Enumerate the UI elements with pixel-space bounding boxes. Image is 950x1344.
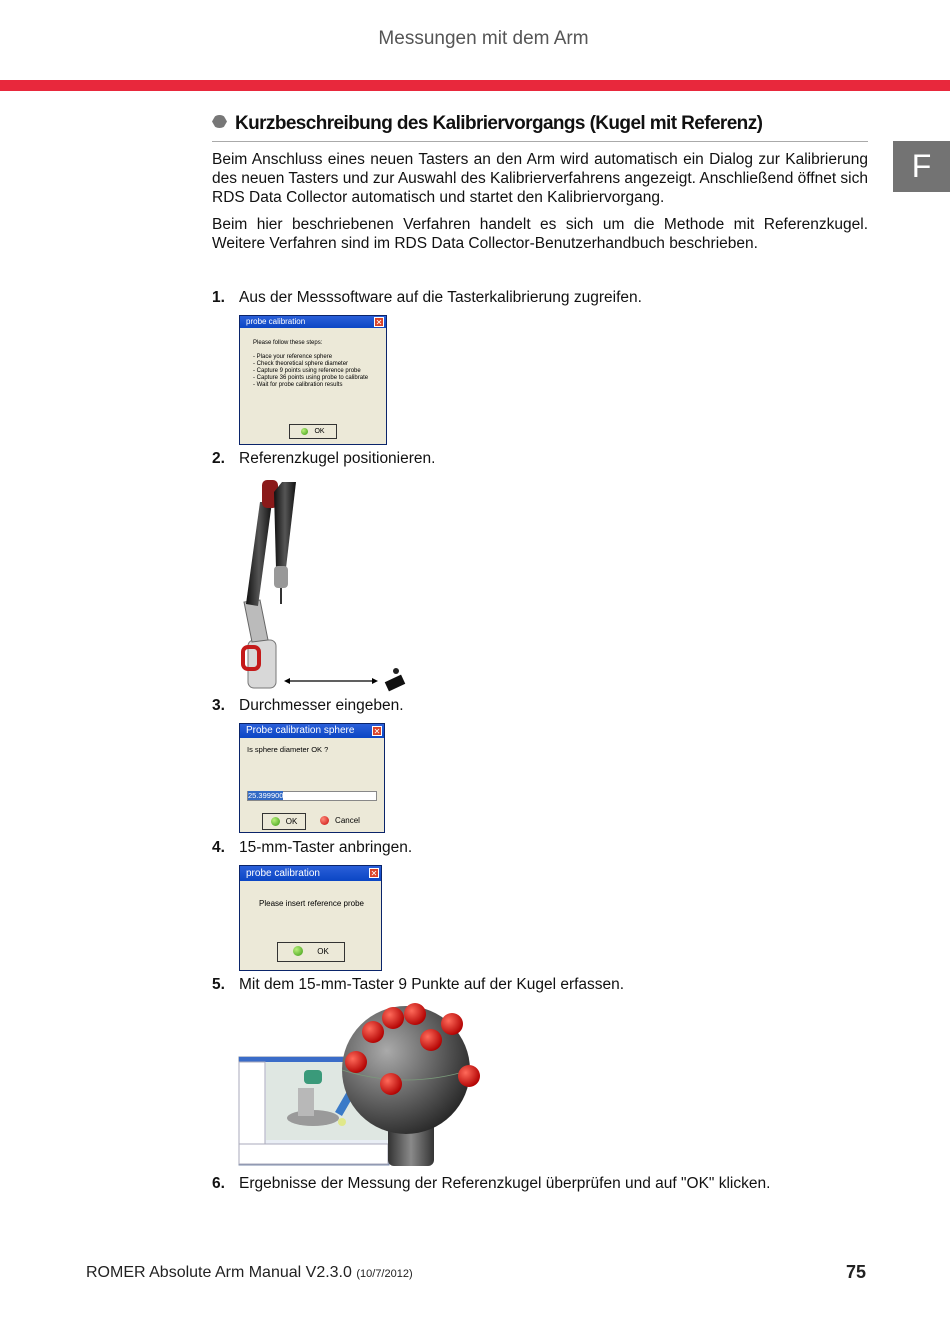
cancel-label: Cancel bbox=[335, 816, 360, 825]
step-text: 15-mm-Taster anbringen. bbox=[239, 839, 413, 856]
dialog-titlebar bbox=[240, 724, 384, 738]
hexagon-bullet-icon bbox=[212, 115, 227, 128]
manual-title: ROMER Absolute Arm Manual V2.3.0 bbox=[86, 1264, 352, 1281]
insert-probe-dialog bbox=[239, 865, 382, 971]
sphere-measurement-illustration bbox=[238, 998, 486, 1168]
ok-label: OK bbox=[285, 817, 298, 826]
diameter-value: 25.399900 bbox=[248, 791, 284, 800]
probe-calibration-dialog bbox=[239, 315, 387, 445]
close-icon[interactable]: ✕ bbox=[375, 318, 383, 327]
step-number: 5. bbox=[212, 976, 225, 993]
green-check-icon bbox=[301, 428, 308, 435]
ok-button[interactable] bbox=[262, 813, 306, 830]
page-number: 75 bbox=[846, 1262, 867, 1282]
dialog-message: Please insert reference probe bbox=[259, 899, 364, 908]
chapter-tab: F bbox=[893, 141, 950, 192]
red-cancel-icon bbox=[320, 816, 329, 825]
green-check-icon bbox=[271, 817, 280, 826]
section-rule bbox=[212, 141, 868, 142]
instruction-line: - Place your reference sphere bbox=[253, 354, 333, 360]
section-title bbox=[212, 113, 762, 135]
close-icon[interactable]: ✕ bbox=[373, 727, 381, 736]
instruction-line: - Check theoretical sphere diameter bbox=[253, 361, 349, 367]
step-4 bbox=[212, 839, 412, 857]
step-number: 3. bbox=[212, 697, 225, 714]
intro-paragraph-1: Beim Anschluss eines neuen Tasters an den Arm wird automatisch ein Dialog zur Kalibrierung des neuen Tasters und zur Auswahl des Kalibrierverfahrens angezeigt. Anschließend öffnet sich RDS Data Collector automatisch und startet den Kalibriervorgang. bbox=[212, 151, 868, 206]
step-text: Durchmesser eingeben. bbox=[239, 697, 404, 714]
dialog-titlebar bbox=[240, 316, 386, 328]
step-number: 1. bbox=[212, 289, 225, 306]
step-text: Referenzkugel positionieren. bbox=[239, 450, 436, 467]
page-header-title: Messungen mit dem Arm bbox=[378, 28, 589, 49]
dialog-title: probe calibration bbox=[246, 317, 306, 326]
dialog-titlebar bbox=[240, 866, 381, 881]
dialog-title: probe calibration bbox=[246, 868, 320, 879]
dialog-title: Probe calibration sphere bbox=[246, 725, 355, 736]
intro-paragraph-2: Beim hier beschriebenen Verfahren handelt es sich um die Methode mit Referenzkugel. Weitere Verfahren sind im RDS Data Collector-Benutzerhandbuch beschrieben. bbox=[212, 216, 868, 252]
probe-calibration-sphere-dialog bbox=[239, 723, 385, 833]
ok-label: OK bbox=[317, 947, 329, 956]
step-number: 4. bbox=[212, 839, 225, 856]
header-red-bar bbox=[0, 80, 950, 91]
instruction-line: - Wait for probe calibration results bbox=[253, 382, 343, 388]
close-icon[interactable]: ✕ bbox=[370, 869, 378, 878]
step-text: Ergebnisse der Messung der Referenzkugel überprüfen und auf "OK" klicken. bbox=[239, 1175, 771, 1192]
ok-button[interactable] bbox=[289, 424, 337, 439]
green-check-icon bbox=[293, 946, 303, 956]
step-number: 6. bbox=[212, 1175, 225, 1192]
instruction-line: - Capture 36 points using probe to calibrate bbox=[253, 375, 369, 381]
step-text: Aus der Messsoftware auf die Tasterkalibrierung zugreifen. bbox=[239, 289, 642, 306]
dialog-intro: Please follow these steps: bbox=[253, 340, 323, 346]
measuring-arm-illustration bbox=[238, 472, 413, 694]
step-5 bbox=[212, 976, 624, 994]
instruction-line: - Capture 9 points using reference probe bbox=[253, 368, 361, 374]
ok-button[interactable] bbox=[277, 942, 345, 962]
dialog-instructions bbox=[253, 340, 368, 389]
section-title-text: Kurzbeschreibung des Kalibriervorgangs (Kugel mit Referenz) bbox=[235, 113, 763, 134]
cancel-button[interactable] bbox=[318, 813, 362, 830]
step-number: 2. bbox=[212, 450, 225, 467]
step-3 bbox=[212, 697, 404, 715]
dialog-question: Is sphere diameter OK ? bbox=[247, 745, 329, 754]
ok-label: OK bbox=[314, 428, 325, 435]
footer-manual bbox=[86, 1264, 413, 1282]
diameter-input[interactable] bbox=[247, 791, 377, 801]
manual-date: (10/7/2012) bbox=[356, 1268, 413, 1280]
step-1 bbox=[212, 289, 642, 307]
step-text: Mit dem 15-mm-Taster 9 Punkte auf der Kugel erfassen. bbox=[239, 976, 625, 993]
step-2 bbox=[212, 450, 435, 468]
step-6 bbox=[212, 1175, 770, 1193]
